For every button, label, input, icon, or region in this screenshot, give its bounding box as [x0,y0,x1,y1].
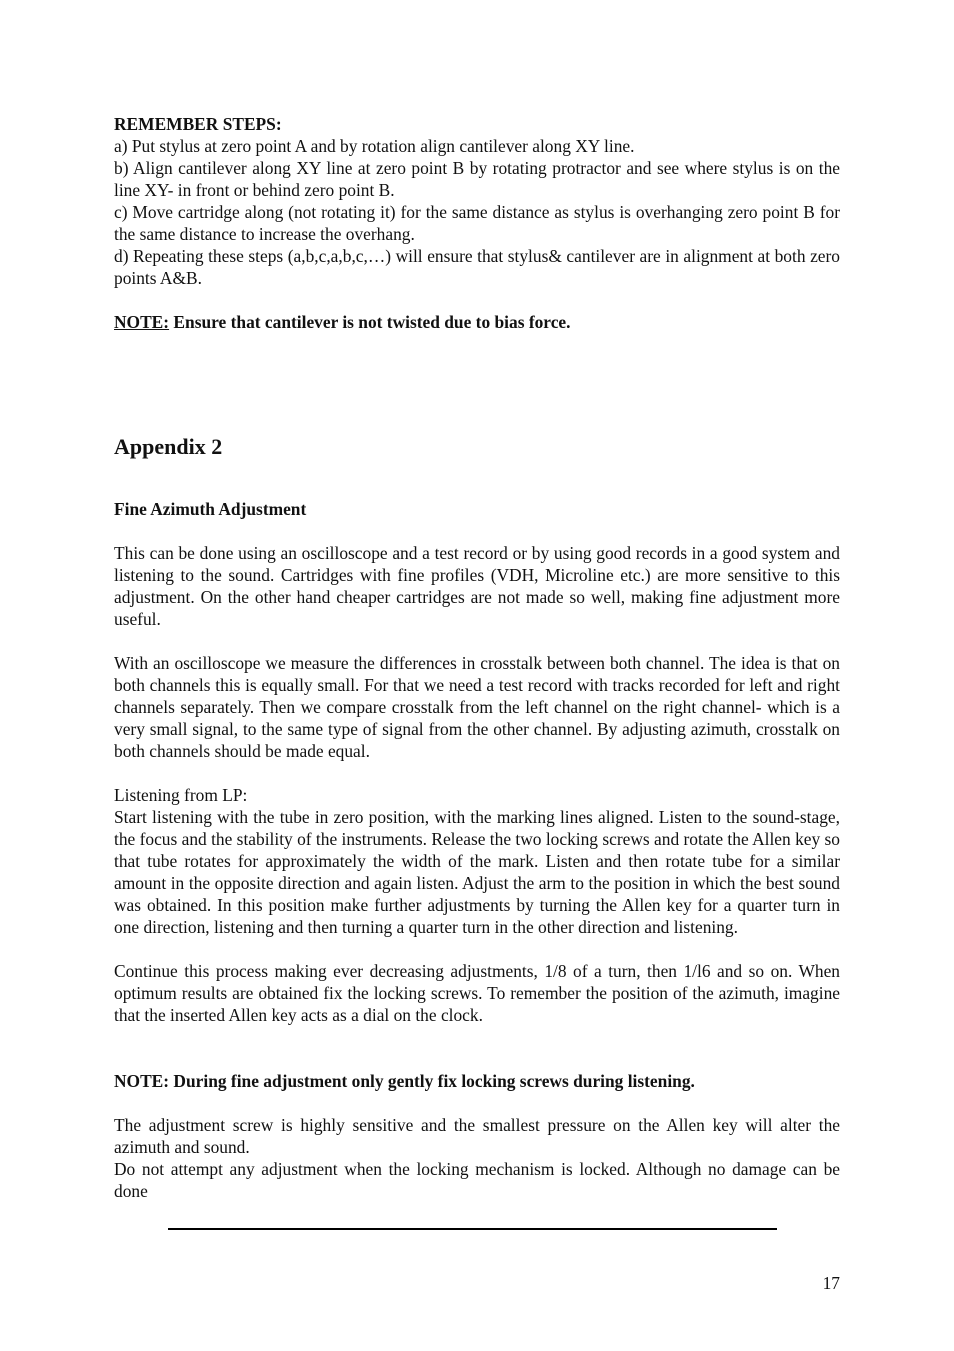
remember-steps-heading: REMEMBER STEPS: [114,114,282,134]
note-label: NOTE: [114,312,170,332]
note-text: Ensure that cantilever is not twisted due to bias force. [169,312,571,332]
step-d: d) Repeating these steps (a,b,c,a,b,c,…) will ensure that stylus& cantilever are in alignment at both zero points A&B. [114,246,840,288]
paragraph-oscilloscope: With an oscilloscope we measure the differences in crosstalk between both channel. The idea is that on both channels this is equally small. For that we need a test record with tracks recorded for left and right channels separately. Then we compare crosstalk from the left channel on the right channel- which is a very small signal, to the same type of signal from the other channel. By adjusting azimuth, crosstalk on both channels should be made equal. [114,653,840,761]
paragraph-warning: Do not attempt any adjustment when the locking mechanism is locked. Although no damage can be done [114,1159,840,1201]
listening-heading: Listening from LP: [114,785,248,805]
step-b: b) Align cantilever along XY line at zero point B by rotating protractor and see where stylus is on the line XY- in front or behind zero point B. [114,158,840,200]
note-cantilever [114,311,840,333]
page-content [114,113,840,1202]
step-a: a) Put stylus at zero point A and by rotation align cantilever along XY line. [114,136,635,156]
paragraph-sensitivity: The adjustment screw is highly sensitive and the smallest pressure on the Allen key will alter the azimuth and sound. [114,1115,840,1157]
page-number: 17 [822,1273,840,1293]
step-c: c) Move cartridge along (not rotating it) for the same distance as stylus is overhanging zero point B for the same distance to increase the overhang. [114,202,840,244]
footnote-rule [168,1228,777,1230]
appendix-title: Appendix 2 [114,434,223,459]
section-subtitle: Fine Azimuth Adjustment [114,499,307,519]
paragraph-listening: Start listening with the tube in zero position, with the marking lines aligned. Listen to the sound-stage, the focus and the stability of the instruments. Release the two locking screws and rotate the Allen key so that tube rotates for approximately the width of the mark. Listen and then rotate tube for a similar amount in the opposite direction and again listen. Adjust the arm to the position in which the best sound was obtained. In this position make further adjustments by turning the Allen key for a quarter turn in one direction, listening and then turning a quarter turn in the other direction and listening. [114,807,840,937]
paragraph-continue: Continue this process making ever decreasing adjustments, 1/8 of a turn, then 1/l6 and so on. When optimum results are obtained fix the locking screws. To remember the position of the azimuth, imagine that the inserted Allen key acts as a dial on the clock. [114,961,840,1025]
note-fine-adjustment: NOTE: During fine adjustment only gently fix locking screws during listening. [114,1071,695,1091]
paragraph-intro: This can be done using an oscilloscope and a test record or by using good records in a good system and listening to the sound. Cartridges with fine profiles (VDH, Microline etc.) are more sensitive to this adjustment. On the other hand cheaper cartridges are not made so well, making fine adjustment more useful. [114,543,840,629]
